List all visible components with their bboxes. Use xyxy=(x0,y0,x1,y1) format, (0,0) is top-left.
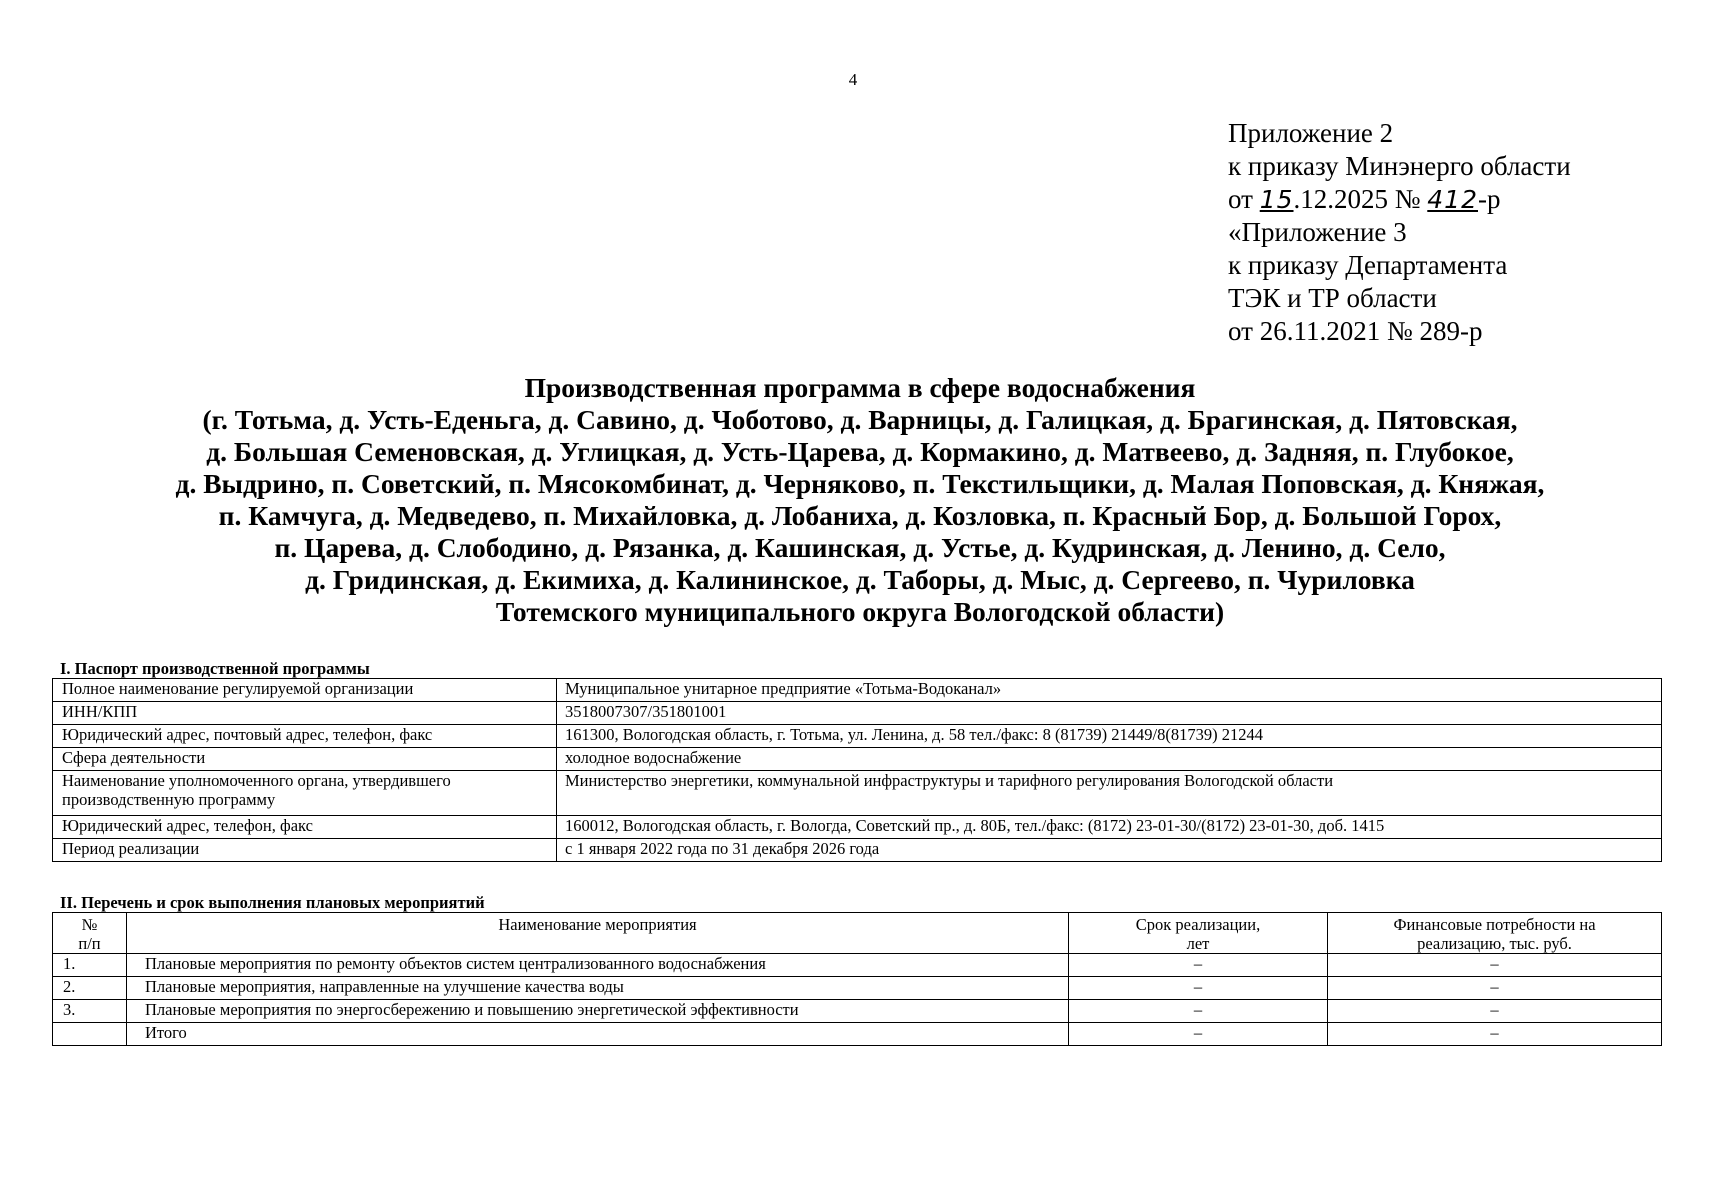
page-number: 4 xyxy=(848,70,858,89)
table-row xyxy=(53,816,1662,839)
title-line-4: д. Выдрино, п. Советский, п. Мясокомбинат, д. Черняково, п. Текстильщики, д. Малая Поповская, д. Княжая, xyxy=(175,468,1545,499)
event-num: 1. xyxy=(53,954,127,977)
header-name: Наименование мероприятия xyxy=(127,913,1069,954)
event-term: – xyxy=(1069,1000,1328,1023)
event-name: Плановые мероприятия по энергосбережению и повышению энергетической эффективности xyxy=(127,1000,1069,1023)
event-fin: – xyxy=(1328,1000,1662,1023)
passport-label: Юридический адрес, телефон, факс xyxy=(53,816,557,839)
event-name: Плановые мероприятия по ремонту объектов систем централизованного водоснабжения xyxy=(127,954,1069,977)
appendix-line-2: к приказу Минэнерго области xyxy=(1228,150,1571,181)
passport-value: 3518007307/351801001 xyxy=(557,702,1662,725)
passport-value: с 1 января 2022 года по 31 декабря 2026 года xyxy=(557,839,1662,862)
header-fin-line1: Финансовые потребности на xyxy=(1393,915,1596,934)
table-row xyxy=(53,839,1662,862)
handwritten-day: 15 xyxy=(1259,184,1294,214)
appendix-date-prefix: от xyxy=(1228,183,1260,214)
passport-value: Муниципальное унитарное предприятие «Тотьма-Водоканал» xyxy=(557,679,1662,702)
passport-heading: I. Паспорт производственной программы xyxy=(60,659,370,678)
appendix-line-5: к приказу Департамента xyxy=(1228,250,1508,281)
event-name: Плановые мероприятия, направленные на улучшение качества воды xyxy=(127,977,1069,1000)
event-fin: – xyxy=(1328,954,1662,977)
event-fin: – xyxy=(1328,977,1662,1000)
passport-label: ИНН/КПП xyxy=(53,702,557,725)
title-line-6: п. Царева, д. Слободино, д. Рязанка, д. Кашинская, д. Устье, д. Кудринская, д. Ленино, д. Село, xyxy=(274,532,1446,563)
header-fin-line2: реализацию, тыс. руб. xyxy=(1417,934,1572,953)
appendix-line-1: Приложение 2 xyxy=(1228,118,1394,148)
appendix-line-7: от 26.11.2021 № 289-р xyxy=(1228,315,1483,346)
passport-label: Юридический адрес, почтовый адрес, телефон, факс xyxy=(53,725,557,748)
table-row xyxy=(53,954,1662,977)
header-term-line2: лет xyxy=(1186,934,1210,953)
title-line-8: Тотемского муниципального округа Вологодской области) xyxy=(495,596,1225,627)
table-header-row xyxy=(53,913,1662,954)
event-name: Итого xyxy=(127,1023,1069,1046)
passport-value: холодное водоснабжение xyxy=(557,748,1662,771)
event-num: 2. xyxy=(53,977,127,1000)
appendix-line-4: «Приложение 3 xyxy=(1228,217,1407,248)
title-line-3: д. Большая Семеновская, д. Углицкая, д. Усть-Царева, д. Кормакино, д. Матвеево, д. Задняя, п. Глубокое, xyxy=(206,436,1514,467)
table-row xyxy=(53,977,1662,1000)
header-term xyxy=(1069,913,1328,954)
header-term-line1: Срок реализации, xyxy=(1135,915,1261,934)
table-row xyxy=(53,748,1662,771)
passport-value: Министерство энергетики, коммунальной инфраструктуры и тарифного регулирования Вологодской области xyxy=(557,771,1662,816)
passport-value: 161300, Вологодская область, г. Тотьма, ул. Ленина, д. 58 тел./факс: 8 (81739) 21449/8(81739) 21244 xyxy=(557,725,1662,748)
events-heading: II. Перечень и срок выполнения плановых мероприятий xyxy=(60,893,485,912)
event-term: – xyxy=(1069,977,1328,1000)
appendix-order-suffix: -р xyxy=(1478,183,1501,214)
table-row xyxy=(53,702,1662,725)
handwritten-order-number: 412 xyxy=(1427,184,1478,214)
title-line-7: д. Гридинская, д. Екимиха, д. Калининское, д. Таборы, д. Мыс, д. Сергеево, п. Чуриловка xyxy=(305,564,1415,595)
title-line-1: Производственная программа в сфере водоснабжения xyxy=(524,372,1196,403)
appendix-date-mid: .12.2025 № xyxy=(1293,183,1428,214)
passport-value: 160012, Вологодская область, г. Вологда, Советский пр., д. 80Б, тел./факс: (8172) 23-01-30/(8172) 23-01-30, доб. 1415 xyxy=(557,816,1662,839)
event-term: – xyxy=(1069,954,1328,977)
title-line-5: п. Камчуга, д. Медведево, п. Михайловка, д. Лобаниха, д. Козловка, п. Красный Бор, д. Большой Горох, xyxy=(218,500,1502,531)
table-row xyxy=(53,1023,1662,1046)
header-num xyxy=(53,913,127,954)
appendix-line-3 xyxy=(1228,183,1571,217)
header-fin xyxy=(1328,913,1662,954)
table-row xyxy=(53,679,1662,702)
table-row xyxy=(53,771,1662,816)
passport-label: Наименование уполномоченного органа, утвердившего производственную программу xyxy=(53,771,557,816)
header-num-line2: п/п xyxy=(78,934,101,953)
appendix-line-6: ТЭК и ТР области xyxy=(1228,282,1437,313)
event-term: – xyxy=(1069,1023,1328,1046)
table-row xyxy=(53,725,1662,748)
event-num xyxy=(53,1023,127,1046)
events-table xyxy=(52,912,1662,1046)
passport-label: Период реализации xyxy=(53,839,557,862)
header-num-line1: № xyxy=(81,915,98,934)
event-fin: – xyxy=(1328,1023,1662,1046)
document-title xyxy=(60,372,1660,628)
appendix-block xyxy=(1228,117,1571,348)
table-row xyxy=(53,1000,1662,1023)
passport-label: Сфера деятельности xyxy=(53,748,557,771)
passport-label: Полное наименование регулируемой организации xyxy=(53,679,557,702)
title-line-2: (г. Тотьма, д. Усть-Еденьга, д. Савино, д. Чоботово, д. Варницы, д. Галицкая, д. Брагинская, д. Пятовская, xyxy=(202,404,1518,435)
event-num: 3. xyxy=(53,1000,127,1023)
passport-table xyxy=(52,678,1662,862)
